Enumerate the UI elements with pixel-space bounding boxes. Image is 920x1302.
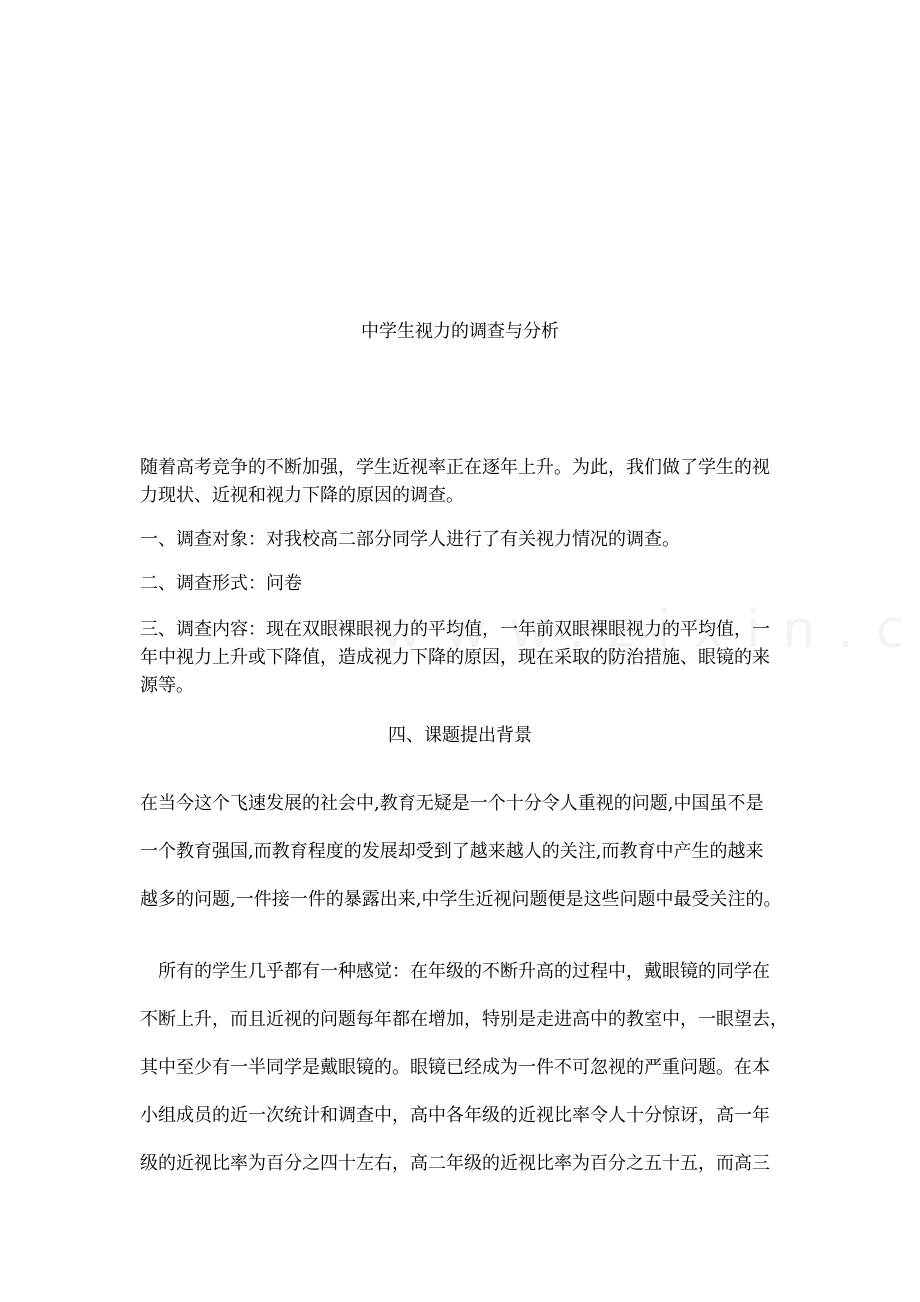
- survey-form: 二、调查形式：问卷: [140, 573, 302, 594]
- intro-line: 随着高考竞争的不断加强，学生近视率正在逐年上升。为此，我们做了学生的视: [140, 457, 770, 478]
- observation-paragraph-line: 其中至少有一半同学是戴眼镜的。眼镜已经成为一件不可忽视的严重问题。在本: [140, 1057, 770, 1078]
- survey-content-line: 年中视力上升或下降值，造成视力下降的原因，现在采取的防治措施、眼镜的来: [140, 647, 770, 668]
- background-paragraph-line: 在当今这个飞速发展的社会中,教育无疑是一个十分令人重视的问题,中国虽不是: [140, 793, 764, 814]
- document-title: 中学生视力的调查与分析: [361, 321, 559, 342]
- intro-line: 力现状、近视和视力下降的原因的调查。: [140, 485, 464, 506]
- survey-content-line: 源等。: [140, 675, 194, 696]
- observation-paragraph-line: 不断上升，而且近视的问题每年都在增加，特别是走进高中的教室中，一眼望去，: [140, 1009, 788, 1030]
- observation-paragraph-line: 级的近视比率为百分之四十左右，高二年级的近视比率为百分之五十五，而高三: [140, 1153, 770, 1174]
- section-heading-background: 四、课题提出背景: [388, 725, 532, 746]
- observation-paragraph-line: 所有的学生几乎都有一种感觉：在年级的不断升高的过程中，戴眼镜的同学在: [158, 961, 770, 982]
- survey-content-line: 三、调查内容：现在双眼裸眼视力的平均值，一年前双眼裸眼视力的平均值，一: [140, 619, 770, 640]
- observation-paragraph-line: 小组成员的近一次统计和调查中，高中各年级的近视比率令人十分惊讶，高一年: [140, 1105, 770, 1126]
- background-paragraph-line: 越多的问题,一件接一件的暴露出来,中学生近视问题便是这些问题中最受关注的。: [140, 889, 782, 910]
- survey-subject: 一、调查对象：对我校高二部分同学人进行了有关视力情况的调查。: [140, 529, 680, 550]
- background-paragraph-line: 一个教育强国,而教育程度的发展却受到了越来越人的关注,而教育中产生的越来: [140, 841, 764, 862]
